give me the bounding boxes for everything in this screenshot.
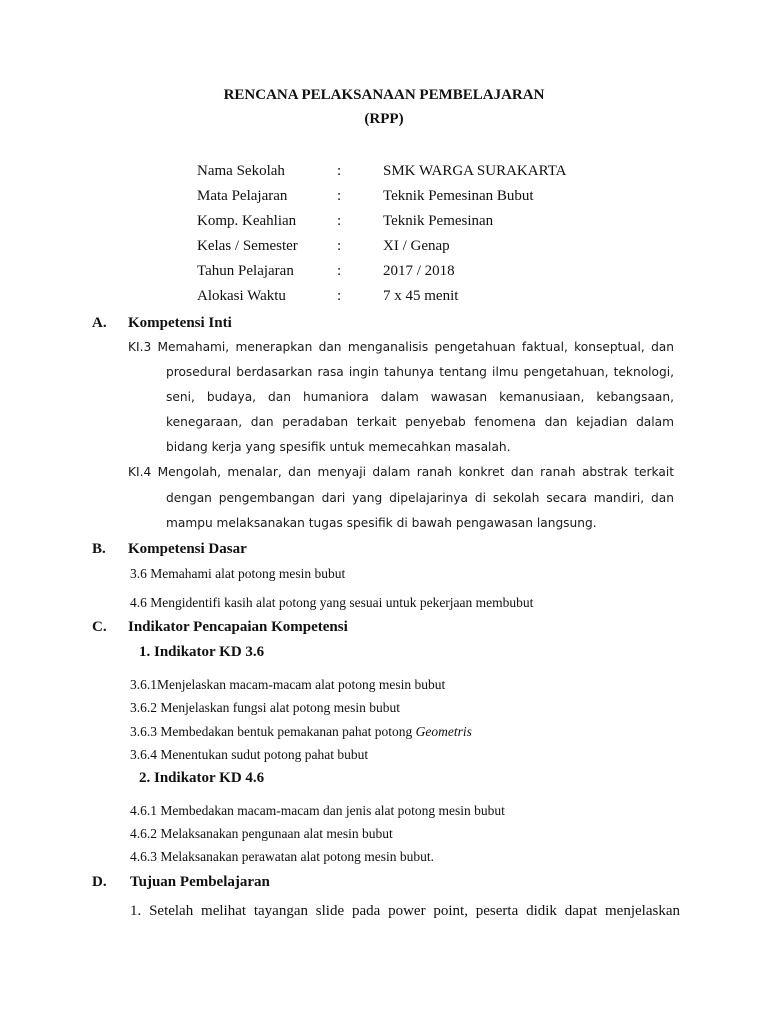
ki3-line: kenegaraan, dan peradaban terkait penyebab fenomena dan kejadian dalam xyxy=(166,415,674,429)
kd-item: 3.6 Memahami alat potong mesin bubut xyxy=(130,566,346,581)
identity-colon: : xyxy=(337,238,342,254)
document-title: RENCANA PELAKSANAAN PEMBELAJARAN xyxy=(223,87,545,103)
indicator-kd46-heading: 2. Indikator KD 4.6 xyxy=(139,770,265,786)
identity-label: Nama Sekolah xyxy=(197,163,285,179)
identity-colon: : xyxy=(337,163,342,179)
section-a-letter: A. xyxy=(92,315,107,331)
learning-objective-item: 1. Setelah melihat tayangan slide pada power point, peserta didik dapat menjelaskan xyxy=(130,903,680,919)
section-c-letter: C. xyxy=(92,619,107,635)
indicator-item: 4.6.1 Membedakan macam-macam dan jenis alat potong mesin bubut xyxy=(130,803,505,818)
document-subtitle: (RPP) xyxy=(364,111,404,127)
section-b-letter: B. xyxy=(92,541,106,557)
section-a-title: Kompetensi Inti xyxy=(128,315,232,331)
ki4-line: mampu melaksanakan tugas spesifik di bawah pengawasan langsung. xyxy=(166,516,597,530)
ki4-line: KI.4 Mengolah, menalar, dan menyaji dalam ranah konkret dan ranah abstrak terkait xyxy=(128,465,674,479)
identity-value: 7 x 45 menit xyxy=(383,288,459,304)
identity-colon: : xyxy=(337,213,342,229)
section-d-letter: D. xyxy=(92,874,107,890)
indicator-item: 4.6.2 Melaksanakan pengunaan alat mesin bubut xyxy=(130,826,393,841)
section-b-title: Kompetensi Dasar xyxy=(128,541,247,557)
section-d-title: Tujuan Pembelajaran xyxy=(130,874,270,890)
italic-term: Geometris xyxy=(415,724,472,739)
identity-label: Komp. Keahlian xyxy=(197,213,297,229)
ki3-line: seni, budaya, dan humaniora dalam wawasan kemanusiaan, kebangsaan, xyxy=(166,390,674,404)
identity-value: Teknik Pemesinan xyxy=(383,213,494,229)
ki3-line: prosedural berdasarkan rasa ingin tahunya tentang ilmu pengetahuan, teknologi, xyxy=(166,365,674,379)
indicator-item: 3.6.3 Membedakan bentuk pemakanan pahat potong Geometris xyxy=(130,724,472,739)
indicator-item: 3.6.2 Menjelaskan fungsi alat potong mesin bubut xyxy=(130,700,400,715)
identity-label: Mata Pelajaran xyxy=(197,188,288,204)
identity-value: Teknik Pemesinan Bubut xyxy=(383,188,534,204)
identity-label: Kelas / Semester xyxy=(197,238,298,254)
ki4-line: dengan pengembangan dari yang dipelajarinya di sekolah secara mandiri, dan xyxy=(166,491,674,505)
identity-colon: : xyxy=(337,188,342,204)
indicator-item: 3.6.4 Menentukan sudut potong pahat bubut xyxy=(130,747,369,762)
ki3-line: bidang kerja yang spesifik untuk memecahkan masalah. xyxy=(166,440,511,454)
identity-colon: : xyxy=(337,263,342,279)
identity-label: Alokasi Waktu xyxy=(197,288,286,304)
identity-value: XI / Genap xyxy=(383,238,450,254)
indicator-kd36-heading: 1. Indikator KD 3.6 xyxy=(139,644,265,660)
identity-value: 2017 / 2018 xyxy=(383,263,455,279)
indicator-item: 3.6.1Menjelaskan macam-macam alat potong mesin bubut xyxy=(130,677,446,692)
identity-value: SMK WARGA SURAKARTA xyxy=(383,163,567,179)
kd-item: 4.6 Mengidentifi kasih alat potong yang sesuai untuk pekerjaan membubut xyxy=(130,595,534,610)
identity-label: Tahun Pelajaran xyxy=(197,263,294,279)
identity-colon: : xyxy=(337,288,342,304)
indicator-item: 4.6.3 Melaksanakan perawatan alat potong mesin bubut. xyxy=(130,849,435,864)
section-c-title: Indikator Pencapaian Kompetensi xyxy=(128,619,348,635)
ki3-line: KI.3 Memahami, menerapkan dan menganalisis pengetahuan faktual, konseptual, dan xyxy=(128,340,674,354)
